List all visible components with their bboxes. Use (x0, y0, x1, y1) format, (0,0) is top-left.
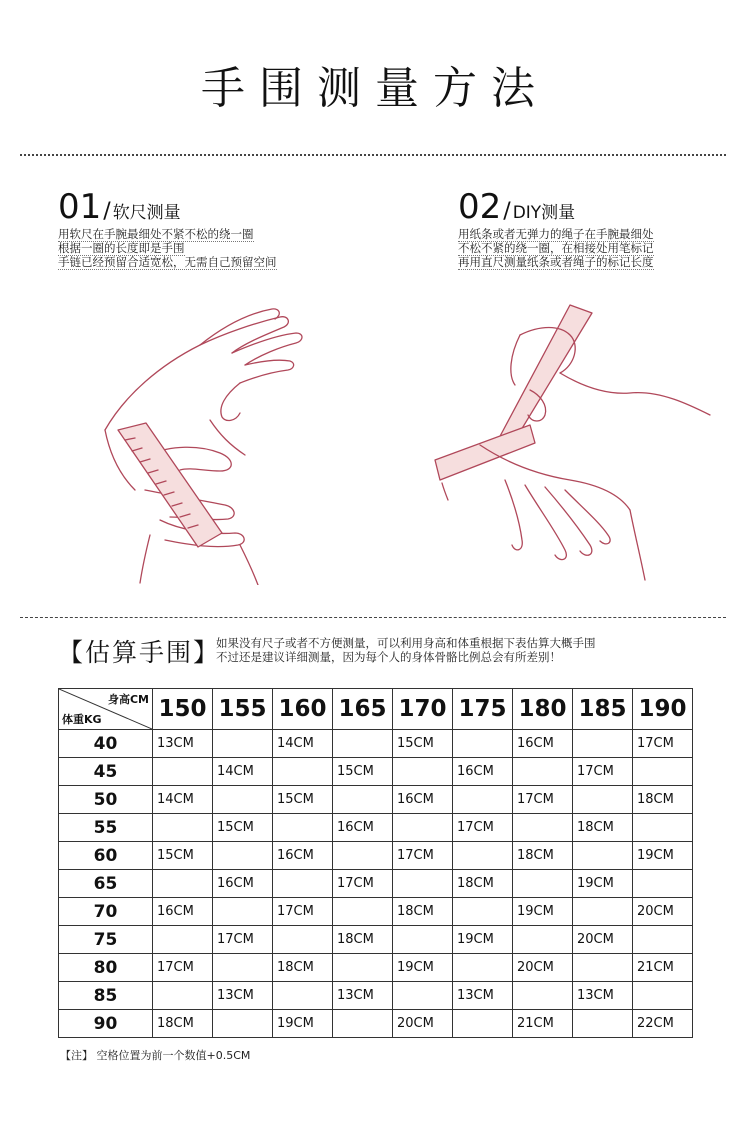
size-cell (153, 814, 213, 842)
size-cell (273, 870, 333, 898)
size-cell (333, 786, 393, 814)
size-cell (213, 898, 273, 926)
size-cell (153, 926, 213, 954)
method-1-slash-icon: / (103, 199, 111, 224)
method-1-line-2: 根据一圈的长度即是手围 (58, 241, 185, 255)
table-row (59, 730, 693, 758)
table-row (59, 954, 693, 982)
size-cell: 20CM (573, 926, 633, 954)
height-header: 150 (153, 689, 213, 730)
size-cell: 20CM (393, 1010, 453, 1038)
size-cell (213, 954, 273, 982)
size-cell (333, 1010, 393, 1038)
height-header: 180 (513, 689, 573, 730)
size-cell: 19CM (513, 898, 573, 926)
size-cell: 15CM (213, 814, 273, 842)
method-2-name: DIY测量 (512, 203, 576, 223)
size-cell: 20CM (633, 898, 693, 926)
size-cell: 16CM (393, 786, 453, 814)
method-2-slash-icon: / (503, 199, 511, 224)
size-cell: 13CM (153, 730, 213, 758)
table-row (59, 786, 693, 814)
method-1-description (58, 228, 277, 270)
table-row (59, 1010, 693, 1038)
size-cell: 16CM (513, 730, 573, 758)
weight-cell: 45 (59, 758, 153, 786)
size-cell: 17CM (333, 870, 393, 898)
table-row (59, 898, 693, 926)
size-cell (273, 982, 333, 1010)
weight-cell: 90 (59, 1010, 153, 1038)
size-cell: 15CM (273, 786, 333, 814)
size-cell: 18CM (153, 1010, 213, 1038)
size-cell (333, 842, 393, 870)
size-cell: 21CM (633, 954, 693, 982)
weight-cell: 50 (59, 786, 153, 814)
size-cell: 17CM (633, 730, 693, 758)
size-cell: 13CM (453, 982, 513, 1010)
size-cell (393, 758, 453, 786)
method-1-number: 01 (58, 187, 102, 227)
weight-cell: 55 (59, 814, 153, 842)
method-2-heading (458, 187, 654, 227)
size-cell (453, 954, 513, 982)
diy-paper-illustration (420, 295, 720, 585)
size-cell: 18CM (633, 786, 693, 814)
size-cell: 19CM (453, 926, 513, 954)
size-cell: 17CM (573, 758, 633, 786)
size-cell: 21CM (513, 1010, 573, 1038)
size-cell (573, 730, 633, 758)
size-cell (273, 758, 333, 786)
table-row (59, 842, 693, 870)
table-row (59, 758, 693, 786)
size-cell: 16CM (273, 842, 333, 870)
top-divider (20, 154, 726, 156)
size-cell (393, 814, 453, 842)
size-cell: 19CM (633, 842, 693, 870)
size-cell: 15CM (393, 730, 453, 758)
method-1-line-3: 手链已经预留合适宽松，无需自己预留空间 (58, 255, 277, 269)
method-2-description (458, 228, 654, 270)
size-cell (513, 982, 573, 1010)
size-cell (213, 730, 273, 758)
size-cell (633, 814, 693, 842)
method-2-line-3: 再用直尺测量纸条或者绳子的标记长度 (458, 255, 654, 269)
size-cell (213, 1010, 273, 1038)
size-cell: 17CM (513, 786, 573, 814)
size-cell (453, 842, 513, 870)
size-cell: 17CM (153, 954, 213, 982)
size-cell (573, 1010, 633, 1038)
height-header: 170 (393, 689, 453, 730)
size-cell (393, 982, 453, 1010)
weight-cell: 75 (59, 926, 153, 954)
size-cell (513, 926, 573, 954)
size-cell: 16CM (333, 814, 393, 842)
method-1 (58, 187, 277, 270)
method-1-heading (58, 187, 277, 227)
size-cell: 19CM (273, 1010, 333, 1038)
size-cell: 19CM (573, 870, 633, 898)
size-cell: 22CM (633, 1010, 693, 1038)
height-header: 175 (453, 689, 513, 730)
height-header: 185 (573, 689, 633, 730)
size-cell: 15CM (153, 842, 213, 870)
size-cell (333, 954, 393, 982)
size-cell: 17CM (213, 926, 273, 954)
size-cell (393, 926, 453, 954)
size-cell: 14CM (273, 730, 333, 758)
height-header: 160 (273, 689, 333, 730)
size-cell (573, 786, 633, 814)
size-cell (513, 814, 573, 842)
method-2-line-1: 用纸条或者无弹力的绳子在手腕最细处 (458, 227, 654, 241)
height-header: 190 (633, 689, 693, 730)
size-cell (333, 898, 393, 926)
size-cell (453, 1010, 513, 1038)
size-cell: 14CM (153, 786, 213, 814)
weight-cell: 60 (59, 842, 153, 870)
weight-cell: 65 (59, 870, 153, 898)
size-cell: 18CM (573, 814, 633, 842)
table-corner-cell (59, 689, 153, 730)
method-2 (458, 187, 654, 270)
wrist-size-table (58, 688, 693, 1038)
size-cell (153, 982, 213, 1010)
size-cell: 20CM (513, 954, 573, 982)
size-cell (453, 786, 513, 814)
size-cell (153, 758, 213, 786)
size-cell (573, 842, 633, 870)
size-cell (213, 786, 273, 814)
size-cell: 18CM (273, 954, 333, 982)
size-cell (573, 954, 633, 982)
size-cell (633, 926, 693, 954)
height-header: 155 (213, 689, 273, 730)
size-cell: 13CM (213, 982, 273, 1010)
height-header: 165 (333, 689, 393, 730)
size-cell (213, 842, 273, 870)
size-cell (633, 758, 693, 786)
weight-cell: 80 (59, 954, 153, 982)
estimate-title: 【估算手围】 (58, 638, 221, 667)
size-cell: 13CM (333, 982, 393, 1010)
size-cell: 14CM (213, 758, 273, 786)
footnote: 【注】 空格位置为前一个数值+0.5CM (60, 1049, 251, 1062)
corner-weight-label: 体重KG (62, 713, 102, 726)
size-cell: 18CM (333, 926, 393, 954)
table-row (59, 982, 693, 1010)
page-title: 手围测量方法 (201, 63, 549, 114)
size-cell: 16CM (213, 870, 273, 898)
size-cell (273, 926, 333, 954)
size-cell: 18CM (393, 898, 453, 926)
size-cell (153, 870, 213, 898)
method-1-name: 软尺测量 (112, 203, 181, 223)
method-2-line-2: 不松不紧的绕一圈，在相接处用笔标记 (458, 241, 654, 255)
corner-height-label: 身高CM (107, 693, 149, 706)
soft-ruler-illustration (50, 295, 370, 585)
size-cell: 17CM (273, 898, 333, 926)
size-cell (393, 870, 453, 898)
size-cell: 19CM (393, 954, 453, 982)
middle-divider (20, 617, 726, 618)
table-body (59, 730, 693, 1038)
size-cell (513, 870, 573, 898)
size-cell: 17CM (393, 842, 453, 870)
size-cell (633, 982, 693, 1010)
size-cell (513, 758, 573, 786)
table-row (59, 926, 693, 954)
estimate-note (216, 636, 596, 664)
size-cell (273, 814, 333, 842)
size-cell: 18CM (513, 842, 573, 870)
size-cell (333, 730, 393, 758)
size-cell (453, 730, 513, 758)
size-cell (633, 870, 693, 898)
size-cell: 16CM (453, 758, 513, 786)
table-row (59, 814, 693, 842)
size-cell: 15CM (333, 758, 393, 786)
method-1-line-1: 用软尺在手腕最细处不紧不松的绕一圈 (58, 227, 254, 241)
weight-cell: 40 (59, 730, 153, 758)
size-cell: 17CM (453, 814, 513, 842)
size-cell: 13CM (573, 982, 633, 1010)
table-header-row (59, 689, 693, 730)
estimate-note-line-2: 不过还是建议详细测量，因为每个人的身体骨骼比例总会有所差别！ (216, 650, 561, 664)
size-cell: 18CM (453, 870, 513, 898)
size-cell (453, 898, 513, 926)
method-2-number: 02 (458, 187, 502, 227)
weight-cell: 70 (59, 898, 153, 926)
size-cell (573, 898, 633, 926)
size-cell: 16CM (153, 898, 213, 926)
estimate-note-line-1: 如果没有尺子或者不方便测量，可以利用身高和体重根据下表估算大概手围 (216, 636, 596, 650)
weight-cell: 85 (59, 982, 153, 1010)
table-row (59, 870, 693, 898)
